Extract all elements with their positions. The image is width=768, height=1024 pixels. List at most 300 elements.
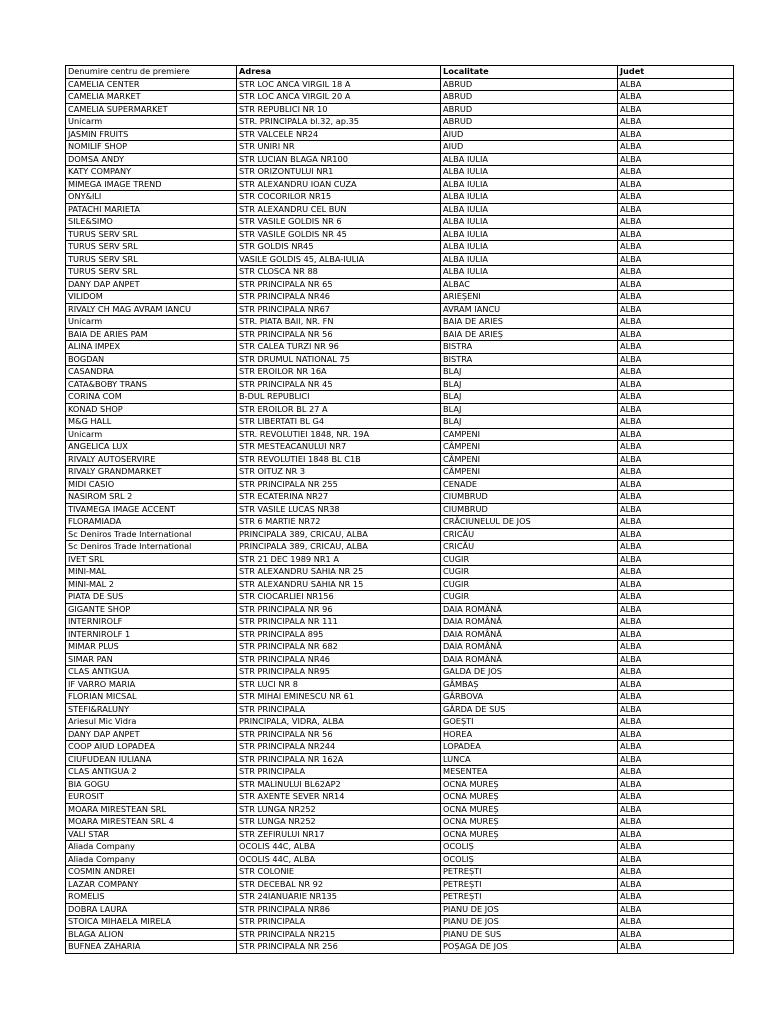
cell-adresa: STR ALEXANDRU SAHIA NR 15 (237, 578, 441, 591)
table-row (66, 753, 734, 766)
cell-judet: ALBA (618, 728, 734, 741)
cell-adresa: STR PRINCIPALA NR67 (237, 303, 441, 316)
cell-localitate: ALBA IULIA (441, 216, 618, 229)
cell-adresa: STR ALEXANDRU IOAN CUZA (237, 178, 441, 191)
cell-judet: ALBA (618, 928, 734, 941)
table-row (66, 228, 734, 241)
table-row (66, 603, 734, 616)
cell-denumire: CAMELIA CENTER (66, 78, 237, 91)
cell-denumire: EUROSIT (66, 791, 237, 804)
cell-adresa: STR PRINCIPALA (237, 703, 441, 716)
cell-denumire: INTERNIROLF 1 (66, 628, 237, 641)
cell-denumire: GIGANTE SHOP (66, 603, 237, 616)
cell-denumire: CATA&BOBY TRANS (66, 378, 237, 391)
cell-judet: ALBA (618, 741, 734, 754)
cell-adresa: STR ZEFIRULUI NR17 (237, 828, 441, 841)
cell-judet: ALBA (618, 341, 734, 354)
table-row (66, 816, 734, 829)
cell-judet: ALBA (618, 841, 734, 854)
table-row (66, 553, 734, 566)
table-row (66, 403, 734, 416)
cell-localitate: CÂMPENI (441, 466, 618, 479)
cell-localitate: CUGIR (441, 578, 618, 591)
cell-adresa: STR VASILE GOLDIS NR 6 (237, 216, 441, 229)
cell-judet: ALBA (618, 266, 734, 279)
cell-localitate: CRICĂU (441, 528, 618, 541)
cell-adresa: STR EROILOR BL 27 A (237, 403, 441, 416)
cell-denumire: M&G HALL (66, 416, 237, 429)
cell-denumire: FLORIAN MICSAL (66, 691, 237, 704)
cell-adresa: VASILE GOLDIS 45, ALBA-IULIA (237, 253, 441, 266)
cell-denumire: COSMIN ANDREI (66, 866, 237, 879)
cell-denumire: TURUS SERV SRL (66, 266, 237, 279)
cell-localitate: DAIA ROMÂNĂ (441, 641, 618, 654)
table-row (66, 691, 734, 704)
cell-localitate: OCNA MUREȘ (441, 828, 618, 841)
table-row (66, 928, 734, 941)
cell-adresa: STR DECEBAL NR 92 (237, 878, 441, 891)
cell-judet: ALBA (618, 103, 734, 116)
cell-localitate: ALBA IULIA (441, 266, 618, 279)
cell-adresa: STR PRINCIPALA (237, 916, 441, 929)
cell-localitate: CÂMPENI (441, 453, 618, 466)
cell-adresa: STR EROILOR NR 16A (237, 366, 441, 379)
cell-localitate: BLAJ (441, 416, 618, 429)
cell-adresa: STR. PIATA BAII, NR. FN (237, 316, 441, 329)
cell-judet: ALBA (618, 141, 734, 154)
table-row (66, 253, 734, 266)
cell-localitate: ABRUD (441, 103, 618, 116)
cell-denumire: CLAS ANTIGUA (66, 666, 237, 679)
cell-adresa: STR GOLDIS NR45 (237, 241, 441, 254)
cell-localitate: DAIA ROMÂNĂ (441, 603, 618, 616)
table-row (66, 266, 734, 279)
cell-localitate: OCOLIȘ (441, 841, 618, 854)
cell-judet: ALBA (618, 791, 734, 804)
table-row (66, 91, 734, 104)
cell-judet: ALBA (618, 241, 734, 254)
cell-adresa: STR LIBERTATI BL G4 (237, 416, 441, 429)
cell-adresa: STR PRINCIPALA 895 (237, 628, 441, 641)
table-row (66, 716, 734, 729)
cell-adresa: STR CIOCARLIEI NR156 (237, 591, 441, 604)
cell-denumire: Unicarm (66, 428, 237, 441)
cell-adresa: STR CALEA TURZI NR 96 (237, 341, 441, 354)
cell-adresa: STR PRINCIPALA NR86 (237, 903, 441, 916)
cell-localitate: CIUMBRUD (441, 491, 618, 504)
cell-adresa: STR PRINCIPALA (237, 766, 441, 779)
cell-localitate: OCNA MUREȘ (441, 803, 618, 816)
table-row (66, 541, 734, 554)
cell-denumire: PATACHI MARIETA (66, 203, 237, 216)
cell-adresa: STR PRINCIPALA NR 56 (237, 328, 441, 341)
cell-adresa: STR CLOSCA NR 88 (237, 266, 441, 279)
table-row (66, 203, 734, 216)
table-row (66, 666, 734, 679)
cell-judet: ALBA (618, 216, 734, 229)
cell-localitate: ABRUD (441, 91, 618, 104)
cell-judet: ALBA (618, 391, 734, 404)
table-row (66, 366, 734, 379)
table-row (66, 916, 734, 929)
cell-judet: ALBA (618, 328, 734, 341)
cell-judet: ALBA (618, 803, 734, 816)
cell-localitate: ABRUD (441, 116, 618, 129)
cell-adresa: STR LOC ANCA VIRGIL 18 A (237, 78, 441, 91)
cell-denumire: Aliada Company (66, 853, 237, 866)
cell-localitate: DAIA ROMÂNĂ (441, 628, 618, 641)
table-row (66, 103, 734, 116)
cell-localitate: HOREA (441, 728, 618, 741)
table-row (66, 841, 734, 854)
cell-localitate: PIANU DE JOS (441, 916, 618, 929)
table-row (66, 353, 734, 366)
table-row (66, 303, 734, 316)
cell-denumire: TURUS SERV SRL (66, 228, 237, 241)
table-row (66, 678, 734, 691)
cell-adresa: STR LUNGA NR252 (237, 803, 441, 816)
cell-denumire: DANY DAP ANPET (66, 278, 237, 291)
cell-adresa: STR LUCI NR 8 (237, 678, 441, 691)
cell-denumire: Unicarm (66, 316, 237, 329)
cell-denumire: PIATA DE SUS (66, 591, 237, 604)
cell-judet: ALBA (618, 478, 734, 491)
table-row (66, 528, 734, 541)
cell-judet: ALBA (618, 428, 734, 441)
table-row (66, 628, 734, 641)
table-row (66, 278, 734, 291)
cell-adresa: STR MESTEACANULUI NR7 (237, 441, 441, 454)
cell-judet: ALBA (618, 666, 734, 679)
table-row (66, 653, 734, 666)
cell-denumire: MIMEGA IMAGE TREND (66, 178, 237, 191)
cell-adresa: STR ALEXANDRU CEL BUN (237, 203, 441, 216)
cell-denumire: KATY COMPANY (66, 166, 237, 179)
cell-denumire: ANGELICA LUX (66, 441, 237, 454)
cell-localitate: ALBA IULIA (441, 178, 618, 191)
cell-judet: ALBA (618, 616, 734, 629)
cell-judet: ALBA (618, 716, 734, 729)
table-row (66, 116, 734, 129)
cell-denumire: MOARA MIRESTEAN SRL 4 (66, 816, 237, 829)
cell-localitate: PIANU DE JOS (441, 903, 618, 916)
table-row (66, 153, 734, 166)
cell-adresa: STR REPUBLICI NR 10 (237, 103, 441, 116)
cell-judet: ALBA (618, 303, 734, 316)
cell-denumire: Sc Deniros Trade International (66, 528, 237, 541)
header-denumire: Denumire centru de premiere (66, 66, 237, 79)
cell-denumire: CORINA COM (66, 391, 237, 404)
cell-adresa: STR PRINCIPALA NR244 (237, 741, 441, 754)
table-row (66, 316, 734, 329)
cell-localitate: CRICĂU (441, 541, 618, 554)
cell-denumire: BOGDAN (66, 353, 237, 366)
cell-localitate: LOPADEA (441, 741, 618, 754)
cell-denumire: INTERNIROLF (66, 616, 237, 629)
cell-judet: ALBA (618, 416, 734, 429)
table-row (66, 128, 734, 141)
cell-judet: ALBA (618, 591, 734, 604)
cell-judet: ALBA (618, 403, 734, 416)
cell-localitate: DAIA ROMÂNĂ (441, 616, 618, 629)
cell-localitate: CUGIR (441, 591, 618, 604)
cell-judet: ALBA (618, 178, 734, 191)
cell-localitate: OCNA MUREȘ (441, 778, 618, 791)
cell-localitate: CUGIR (441, 553, 618, 566)
cell-adresa: STR PRINCIPALA NR46 (237, 291, 441, 304)
cell-judet: ALBA (618, 853, 734, 866)
cell-localitate: AIUD (441, 128, 618, 141)
cell-localitate: OCOLIȘ (441, 853, 618, 866)
cell-judet: ALBA (618, 766, 734, 779)
cell-adresa: STR ECATERINA NR27 (237, 491, 441, 504)
cell-localitate: OCNA MUREȘ (441, 816, 618, 829)
cell-adresa: STR REVOLUTIEI 1848 BL C1B (237, 453, 441, 466)
cell-denumire: MIMAR PLUS (66, 641, 237, 654)
table-row (66, 778, 734, 791)
table-row (66, 141, 734, 154)
cell-adresa: STR LOC ANCA VIRGIL 20 A (237, 91, 441, 104)
cell-localitate: DAIA ROMÂNĂ (441, 653, 618, 666)
cell-judet: ALBA (618, 503, 734, 516)
table-row (66, 766, 734, 779)
cell-judet: ALBA (618, 253, 734, 266)
cell-denumire: CASANDRA (66, 366, 237, 379)
cell-denumire: Ariesul Mic Vidra (66, 716, 237, 729)
cell-localitate: BLAJ (441, 391, 618, 404)
cell-denumire: MOARA MIRESTEAN SRL (66, 803, 237, 816)
table-row (66, 866, 734, 879)
table-row (66, 178, 734, 191)
cell-denumire: ROMELIS (66, 891, 237, 904)
cell-judet: ALBA (618, 691, 734, 704)
table-row (66, 803, 734, 816)
cell-denumire: SILE&SIMO (66, 216, 237, 229)
cell-adresa: STR PRINCIPALA NR95 (237, 666, 441, 679)
table-row (66, 566, 734, 579)
cell-denumire: RIVALY GRANDMARKET (66, 466, 237, 479)
cell-adresa: STR PRINCIPALA NR46 (237, 653, 441, 666)
cell-judet: ALBA (618, 678, 734, 691)
cell-adresa: STR DRUMUL NATIONAL 75 (237, 353, 441, 366)
cell-adresa: STR PRINCIPALA NR 96 (237, 603, 441, 616)
cell-localitate: PETREȘTI (441, 866, 618, 879)
cell-localitate: GALDA DE JOS (441, 666, 618, 679)
cell-adresa: STR PRINCIPALA NR 255 (237, 478, 441, 491)
cell-denumire: BAIA DE ARIES PAM (66, 328, 237, 341)
cell-judet: ALBA (618, 153, 734, 166)
cell-denumire: VALI STAR (66, 828, 237, 841)
cell-localitate: ALBA IULIA (441, 166, 618, 179)
cell-judet: ALBA (618, 166, 734, 179)
header-judet: Judet (618, 66, 734, 79)
table-row (66, 503, 734, 516)
table-row (66, 328, 734, 341)
cell-localitate: CRĂCIUNELUL DE JOS (441, 516, 618, 529)
cell-adresa: PRINCIPALA 389, CRICAU, ALBA (237, 528, 441, 541)
table-header-row (66, 66, 734, 79)
table-row (66, 641, 734, 654)
premiere-centers-table (65, 65, 734, 954)
cell-adresa: STR MALINULUI BL62AP2 (237, 778, 441, 791)
table-row (66, 241, 734, 254)
cell-judet: ALBA (618, 603, 734, 616)
cell-denumire: MINI-MAL 2 (66, 578, 237, 591)
cell-localitate: PETREȘTI (441, 878, 618, 891)
cell-denumire: STEFI&RALUNY (66, 703, 237, 716)
cell-judet: ALBA (618, 941, 734, 954)
cell-localitate: CAMPENI (441, 428, 618, 441)
cell-adresa: STR PRINCIPALA NR 111 (237, 616, 441, 629)
cell-adresa: STR PRINCIPALA NR 162A (237, 753, 441, 766)
cell-adresa: STR 21 DEC 1989 NR1 A (237, 553, 441, 566)
cell-denumire: CLAS ANTIGUA 2 (66, 766, 237, 779)
cell-judet: ALBA (618, 628, 734, 641)
cell-judet: ALBA (618, 641, 734, 654)
cell-adresa: OCOLIS 44C, ALBA (237, 853, 441, 866)
cell-judet: ALBA (618, 828, 734, 841)
cell-localitate: GÂRBOVA (441, 691, 618, 704)
cell-judet: ALBA (618, 778, 734, 791)
cell-denumire: COOP AIUD LOPADEA (66, 741, 237, 754)
cell-adresa: STR ORIZONTULUI NR1 (237, 166, 441, 179)
table-row (66, 216, 734, 229)
table-row (66, 378, 734, 391)
table-row (66, 878, 734, 891)
cell-localitate: ABRUD (441, 78, 618, 91)
header-adresa: Adresa (237, 66, 441, 79)
table-row (66, 191, 734, 204)
cell-localitate: GOEȘTI (441, 716, 618, 729)
cell-judet: ALBA (618, 278, 734, 291)
cell-localitate: ALBA IULIA (441, 253, 618, 266)
table-row (66, 791, 734, 804)
cell-localitate: ALBA IULIA (441, 203, 618, 216)
cell-judet: ALBA (618, 453, 734, 466)
cell-judet: ALBA (618, 916, 734, 929)
cell-denumire: Aliada Company (66, 841, 237, 854)
cell-localitate: BAIA DE ARIES (441, 316, 618, 329)
cell-denumire: TURUS SERV SRL (66, 241, 237, 254)
cell-adresa: B-DUL REPUBLICI (237, 391, 441, 404)
cell-localitate: PIANU DE SUS (441, 928, 618, 941)
cell-adresa: OCOLIS 44C, ALBA (237, 841, 441, 854)
cell-adresa: PRINCIPALA 389, CRICAU, ALBA (237, 541, 441, 554)
cell-localitate: ALBAC (441, 278, 618, 291)
table-row (66, 441, 734, 454)
cell-denumire: TIVAMEGA IMAGE ACCENT (66, 503, 237, 516)
cell-adresa: STR LUCIAN BLAGA NR100 (237, 153, 441, 166)
table-row (66, 428, 734, 441)
table-row (66, 291, 734, 304)
cell-denumire: IVET SRL (66, 553, 237, 566)
cell-localitate: AIUD (441, 141, 618, 154)
cell-adresa: STR LUNGA NR252 (237, 816, 441, 829)
header-localitate: Localitate (441, 66, 618, 79)
cell-denumire: LAZAR COMPANY (66, 878, 237, 891)
table-row (66, 941, 734, 954)
cell-judet: ALBA (618, 878, 734, 891)
cell-denumire: ONY&ILI (66, 191, 237, 204)
table-row (66, 491, 734, 504)
cell-denumire: FLORAMIADA (66, 516, 237, 529)
cell-denumire: ALINA IMPEX (66, 341, 237, 354)
cell-judet: ALBA (618, 703, 734, 716)
cell-localitate: ALBA IULIA (441, 228, 618, 241)
cell-adresa: STR COCORILOR NR15 (237, 191, 441, 204)
cell-judet: ALBA (618, 191, 734, 204)
cell-localitate: BAIA DE ARIEȘ (441, 328, 618, 341)
cell-denumire: BUFNEA ZAHARIA (66, 941, 237, 954)
cell-adresa: STR OITUZ NR 3 (237, 466, 441, 479)
table-row (66, 903, 734, 916)
cell-adresa: STR PRINCIPALA NR 682 (237, 641, 441, 654)
cell-localitate: ALBA IULIA (441, 153, 618, 166)
cell-denumire: Sc Deniros Trade International (66, 541, 237, 554)
cell-denumire: Unicarm (66, 116, 237, 129)
table-body (66, 66, 734, 954)
table-row (66, 703, 734, 716)
cell-adresa: STR PRINCIPALA NR215 (237, 928, 441, 941)
cell-judet: ALBA (618, 466, 734, 479)
cell-adresa: STR VALCELE NR24 (237, 128, 441, 141)
cell-denumire: CIUFUDEAN IULIANA (66, 753, 237, 766)
cell-denumire: CAMELIA MARKET (66, 91, 237, 104)
cell-denumire: KONAD SHOP (66, 403, 237, 416)
cell-judet: ALBA (618, 441, 734, 454)
cell-judet: ALBA (618, 553, 734, 566)
cell-judet: ALBA (618, 653, 734, 666)
cell-judet: ALBA (618, 816, 734, 829)
cell-localitate: BISTRA (441, 341, 618, 354)
cell-adresa: STR VASILE GOLDIS NR 45 (237, 228, 441, 241)
cell-adresa: STR 6 MARTIE NR72 (237, 516, 441, 529)
cell-localitate: BISTRA (441, 353, 618, 366)
cell-localitate: GÂRDA DE SUS (441, 703, 618, 716)
cell-localitate: OCNA MUREȘ (441, 791, 618, 804)
cell-denumire: MINI-MAL (66, 566, 237, 579)
cell-judet: ALBA (618, 116, 734, 129)
cell-adresa: STR ALEXANDRU SAHIA NR 25 (237, 566, 441, 579)
cell-denumire: MIDI CASIO (66, 478, 237, 491)
cell-adresa: STR. PRINCIPALA bl.32, ap.35 (237, 116, 441, 129)
cell-denumire: BLAGA ALION (66, 928, 237, 941)
cell-localitate: PETREȘTI (441, 891, 618, 904)
table-row (66, 516, 734, 529)
table-row (66, 453, 734, 466)
cell-denumire: RIVALY CH MAG AVRAM IANCU (66, 303, 237, 316)
cell-adresa: PRINCIPALA, VIDRA, ALBA (237, 716, 441, 729)
cell-denumire: DANY DAP ANPET (66, 728, 237, 741)
cell-localitate: ALBA IULIA (441, 191, 618, 204)
table-row (66, 341, 734, 354)
cell-localitate: POȘAGA DE JOS (441, 941, 618, 954)
cell-localitate: AVRAM IANCU (441, 303, 618, 316)
cell-judet: ALBA (618, 903, 734, 916)
cell-localitate: CIUMBRUD (441, 503, 618, 516)
cell-localitate: BLAJ (441, 403, 618, 416)
cell-judet: ALBA (618, 353, 734, 366)
cell-adresa: STR PRINCIPALA NR 56 (237, 728, 441, 741)
table-row (66, 728, 734, 741)
cell-judet: ALBA (618, 78, 734, 91)
table-row (66, 478, 734, 491)
table-row (66, 891, 734, 904)
cell-localitate: LUNCA (441, 753, 618, 766)
cell-denumire: NASIROM SRL 2 (66, 491, 237, 504)
table-row (66, 578, 734, 591)
cell-localitate: CENADE (441, 478, 618, 491)
